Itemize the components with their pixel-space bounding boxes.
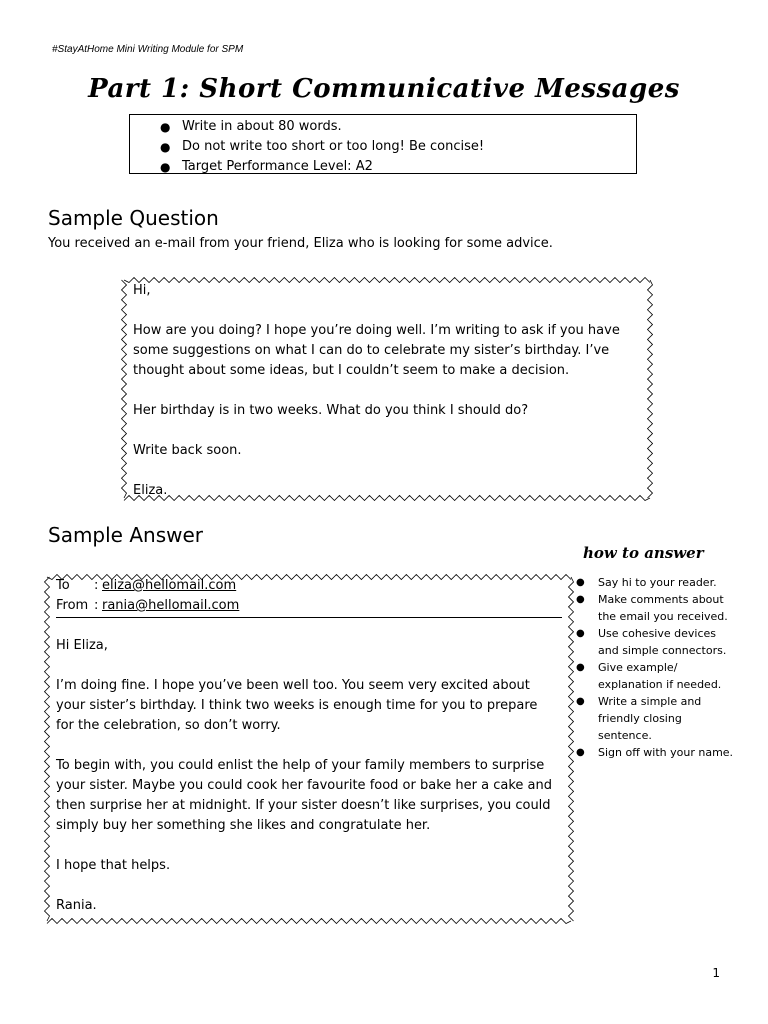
to-email-link[interactable]: eliza@hellomail.com bbox=[102, 578, 237, 593]
answer-paragraph: Hi Eliza, bbox=[56, 638, 108, 653]
bullet-icon: ● bbox=[576, 577, 585, 588]
bullet-icon: ● bbox=[576, 628, 585, 639]
guideline-box bbox=[129, 114, 637, 174]
from-label: From bbox=[56, 598, 89, 613]
zigzag-edge bbox=[122, 280, 127, 498]
sample-question-heading: Sample Question bbox=[48, 206, 219, 230]
to-row bbox=[56, 576, 556, 596]
tip-item bbox=[574, 659, 734, 693]
answer-paragraph: I’m doing fine. I hope you’ve been well too. You seem very excited about your sister’s birthday. I think two weeks is enough time for you to prepare for the celebration, so don’t worry. bbox=[56, 678, 538, 733]
tip-text: Write a simple and friendly closing sentence. bbox=[598, 695, 702, 742]
bullet-icon: ● bbox=[576, 594, 585, 605]
tip-item bbox=[574, 693, 734, 744]
sample-answer-heading: Sample Answer bbox=[48, 523, 204, 547]
module-header: #StayAtHome Mini Writing Module for SPM bbox=[52, 44, 244, 55]
tip-text: Make comments about the email you received. bbox=[598, 593, 728, 623]
answer-email-box bbox=[40, 570, 570, 920]
bullet-icon: ● bbox=[576, 696, 585, 707]
tip-item bbox=[574, 591, 734, 625]
guideline-list bbox=[130, 115, 636, 177]
bullet-icon: ● bbox=[576, 747, 585, 758]
from-email-link[interactable]: rania@hellomail.com bbox=[102, 598, 240, 613]
how-to-answer-title: how to answer bbox=[583, 544, 704, 562]
email-paragraph: Write back soon. bbox=[133, 443, 242, 458]
how-to-answer-list bbox=[574, 574, 734, 761]
tip-item bbox=[574, 625, 734, 659]
tip-text: Give example/ explanation if needed. bbox=[598, 661, 722, 691]
tip-text: Say hi to your reader. bbox=[598, 576, 717, 589]
answer-email-body bbox=[56, 576, 556, 936]
guideline-text: Do not write too short or too long! Be concise! bbox=[182, 139, 485, 154]
question-email-box bbox=[117, 273, 649, 497]
answer-paragraph: Rania. bbox=[56, 898, 97, 913]
guideline-text: Target Performance Level: A2 bbox=[182, 159, 373, 174]
zigzag-edge bbox=[45, 577, 50, 921]
bullet-icon: ● bbox=[576, 662, 585, 673]
answer-paragraph: I hope that helps. bbox=[56, 858, 171, 873]
tip-text: Sign off with your name. bbox=[598, 746, 734, 759]
zigzag-edge bbox=[648, 280, 653, 498]
page-title: Part 1: Short Communicative Messages bbox=[88, 74, 680, 104]
email-paragraph: Hi, bbox=[133, 283, 151, 298]
email-paragraph: How are you doing? I hope you’re doing well. I’m writing to ask if you have some suggestions on what I can do to celebrate my sister’s birthday. I’ve thought about some ideas, but I couldn’t seem to make a decision. bbox=[133, 323, 620, 378]
email-paragraph: Her birthday is in two weeks. What do you think I should do? bbox=[133, 403, 529, 418]
tip-item bbox=[574, 574, 734, 591]
tip-item bbox=[574, 744, 734, 761]
tip-text: Use cohesive devices and simple connectors. bbox=[598, 627, 727, 657]
bullet-icon: ● bbox=[160, 160, 171, 174]
bullet-icon: ● bbox=[160, 120, 171, 134]
guideline-item bbox=[160, 157, 636, 177]
email-paragraph: Eliza. bbox=[133, 483, 168, 498]
guideline-item bbox=[160, 137, 636, 157]
to-colon: : bbox=[94, 578, 99, 593]
answer-body bbox=[56, 636, 556, 916]
bullet-icon: ● bbox=[160, 140, 171, 154]
zigzag-edge bbox=[569, 577, 574, 921]
page-number: 1 bbox=[712, 966, 720, 980]
question-intro: You received an e-mail from your friend, Eliza who is looking for some advice. bbox=[48, 236, 553, 251]
from-colon: : bbox=[94, 598, 99, 613]
to-label: To bbox=[56, 578, 70, 593]
answer-paragraph: To begin with, you could enlist the help of your family members to surprise your sister. Maybe you could cook her favourite food or bake her a cake and then surprise her at midnight. If your sister doesn’t like surprises, you could simply buy her something she likes and congratulate her. bbox=[56, 758, 552, 833]
guideline-text: Write in about 80 words. bbox=[182, 119, 342, 134]
address-divider bbox=[56, 617, 562, 618]
from-row bbox=[56, 596, 556, 616]
question-email-body bbox=[133, 281, 635, 521]
guideline-item bbox=[160, 117, 636, 137]
